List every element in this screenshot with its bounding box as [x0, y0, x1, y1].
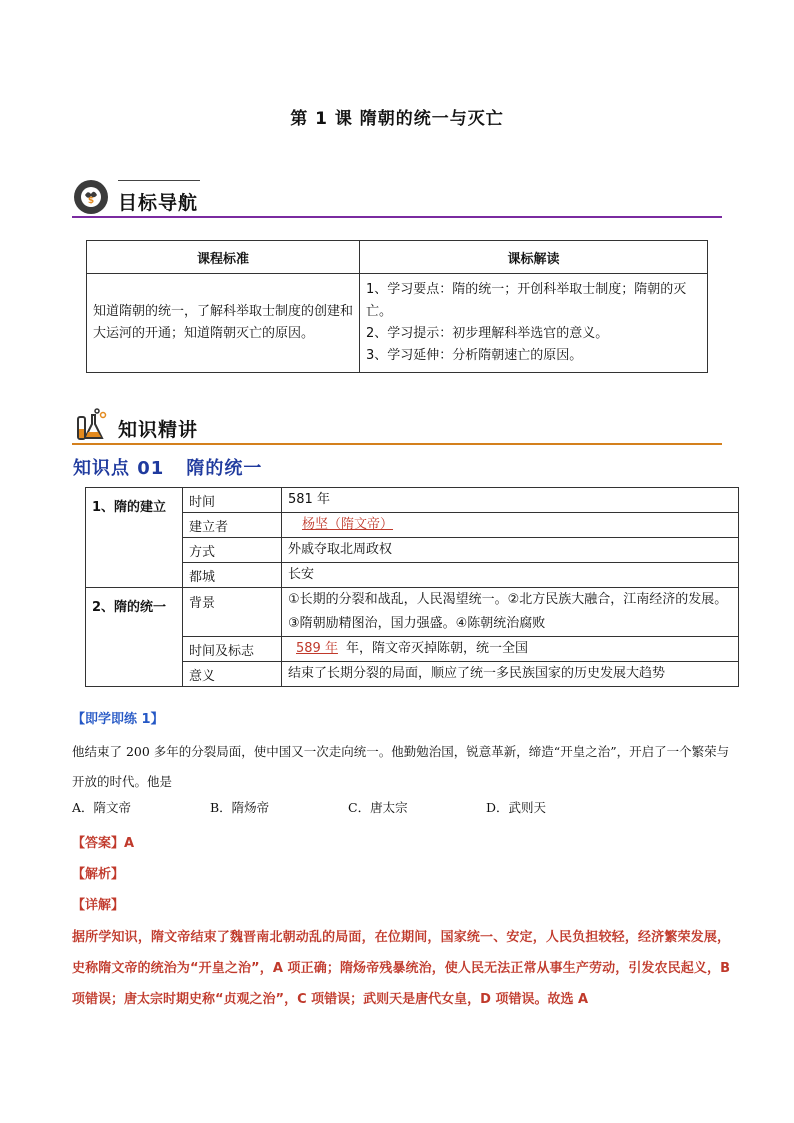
- option-b: B．隋炀帝: [210, 800, 270, 815]
- row-key: 都城: [183, 563, 282, 588]
- category-cell: 1、隋的建立: [86, 488, 183, 588]
- fill-in-answer: 杨坚（隋文帝）: [302, 517, 394, 532]
- row-value: ①长期的分裂和战乱，人民渴望统一。②北方民族大融合，江南经济的发展。③隋朝励精图治，国力强盛。④陈朝统治腐败: [282, 588, 739, 637]
- row-key: 时间: [183, 488, 282, 513]
- question-text: 他结束了 200 多年的分裂局面，使中国又一次走向统一。他勤勉治国，锐意革新，缔造“开皇之治”，开启了一个繁荣与开放的时代。他是: [72, 744, 730, 789]
- row-key: 意义: [183, 662, 282, 687]
- goal-section-rule: [72, 216, 722, 218]
- page-title: 第 1 课 隋朝的统一与灭亡: [290, 109, 504, 129]
- knowledge-point-name: 隋的统一: [186, 458, 263, 479]
- interpretation-item: 1、学习要点：隋的统一；开创科举取士制度；隋朝的灭亡。: [366, 282, 687, 319]
- lab-flask-icon: [72, 405, 110, 443]
- table-row: [86, 588, 739, 637]
- table-row: [86, 513, 739, 538]
- row-value: 581 年: [282, 488, 739, 513]
- fill-in-answer: 589 年: [296, 641, 338, 656]
- knowledge-section-header: [72, 405, 722, 445]
- header-decoration-line: [118, 180, 200, 181]
- table-header-row: [87, 241, 708, 274]
- table-row: [86, 488, 739, 513]
- answer-label: 【答案】A: [72, 836, 135, 851]
- row-key: 时间及标志: [183, 637, 282, 662]
- option-c: C．唐太宗: [348, 800, 408, 815]
- interpretation-item: 3、学习延伸：分析隋朝速亡的原因。: [366, 348, 583, 363]
- interpretation-item: 2、学习提示：初步理解科举选官的意义。: [366, 326, 609, 341]
- detail-explanation: 据所学知识，隋文帝结束了魏晋南北朝动乱的局面，在位期间，国家统一、安定，人民负担较轻，经济繁荣发展，史称隋文帝的统治为“开皇之治”，A 项正确；隋炀帝残暴统治，使人民无法正常从事生产劳动，引发农民起义，B 项错误；唐太宗时期史称“贞观之治”，C 项错误；武则天是唐代女皇，D 项错误。故选 A: [72, 930, 730, 1007]
- interpretation-cell: [360, 274, 708, 373]
- curriculum-standards-table: [86, 240, 708, 373]
- header-standard: 课程标准: [87, 241, 360, 274]
- table-row: [86, 662, 739, 687]
- row-key: 建立者: [183, 513, 282, 538]
- category-cell: 2、隋的统一: [86, 588, 183, 687]
- row-value: 结束了长期分裂的局面，顺应了统一多民族国家的历史发展大趋势: [282, 662, 739, 687]
- row-key: 背景: [183, 588, 282, 637]
- row-key: 方式: [183, 538, 282, 563]
- goal-section-header: [72, 178, 722, 218]
- row-value: 外戚夺取北周政权: [282, 538, 739, 563]
- header-interpretation: 课标解读: [360, 241, 708, 274]
- detail-label: 【详解】: [72, 898, 125, 913]
- goal-section-label: 目标导航: [118, 192, 199, 214]
- svg-text:$: $: [87, 196, 95, 206]
- knowledge-section-rule: [72, 443, 722, 445]
- option-d: D．武则天: [486, 800, 547, 815]
- standard-text: 知道隋朝的统一，了解科举取士制度的创建和大运河的开通；知道隋朝灭亡的原因。: [87, 274, 360, 373]
- table-row: [86, 563, 739, 588]
- analysis-label: 【解析】: [72, 867, 125, 882]
- row-value: [282, 637, 739, 662]
- table-row: [86, 637, 739, 662]
- option-a: A．隋文帝: [72, 800, 132, 815]
- table-row: [86, 538, 739, 563]
- row-value: 长安: [282, 563, 739, 588]
- knowledge-point-table: [85, 487, 739, 687]
- practice-heading: 【即学即练 1】: [72, 712, 164, 727]
- knowledge-point-number: 知识点 01: [73, 458, 165, 479]
- row-value-text: 年，隋文帝灭掉陈朝，统一全国: [345, 641, 528, 656]
- table-row: [87, 274, 708, 373]
- brain-icon: [72, 178, 110, 216]
- knowledge-section-label: 知识精讲: [118, 419, 199, 441]
- knowledge-point-title: [73, 454, 262, 480]
- row-value: [282, 513, 739, 538]
